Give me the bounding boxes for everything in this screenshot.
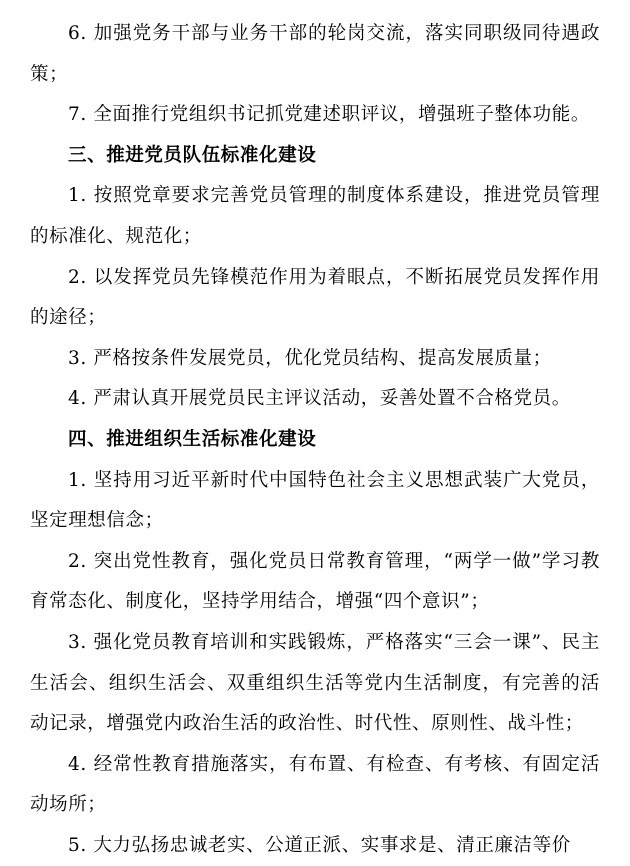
paragraph-s4-item-3: 3. 强化党员教育培训和实践锻炼，严格落实“三会一课”、民主生活会、组织生活会、双重组织生活等党内生活制度，有完善的活动记录，增强党内政治生活的政治性、时代性、原则性、战斗性； xyxy=(30,631,600,735)
paragraph-s3-item-3: 3. 严格按条件发展党员，优化党员结构、提高发展质量； xyxy=(68,347,552,369)
paragraph-s4-item-1: 1. 坚持用习近平新时代中国特色社会主义思想武装广大党员，坚定理想信念； xyxy=(30,469,600,532)
paragraph-s2-item-7: 7. 全面推行党组织书记抓党建述职评议，增强班子整体功能。 xyxy=(68,104,590,126)
paragraph-s3-item-4: 4. 严肃认真开展党员民主评议活动，妥善处置不合格党员。 xyxy=(68,388,571,410)
paragraph-s4-item-4: 4. 经常性教育措施落实，有布置、有检查、有考核、有固定活动场所； xyxy=(30,753,600,816)
paragraph-s4-item-5: 5. 大力弘扬忠诚老实、公道正派、实事求是、清正廉洁等价 xyxy=(68,834,571,856)
paragraph-s2-item-6: 6. 加强党务干部与业务干部的轮岗交流，落实同职级同待遇政策； xyxy=(30,23,600,85)
section-three-heading: 三、推进党员队伍标准化建设 xyxy=(68,144,317,166)
paragraph-s3-item-1: 1. 按照党章要求完善党员管理的制度体系建设，推进党员管理的标准化、规范化； xyxy=(30,185,600,247)
paragraph-s4-item-2: 2. 突出党性教育，强化党员日常教育管理，“两学一做”学习教育常态化、制度化，坚持学用结合，增强“四个意识”； xyxy=(30,550,600,613)
paragraph-s3-item-2: 2. 以发挥党员先锋模范作用为着眼点，不断拓展党员发挥作用的途径； xyxy=(30,266,600,329)
document-page xyxy=(30,14,600,866)
section-four-heading: 四、推进组织生活标准化建设 xyxy=(68,428,317,450)
